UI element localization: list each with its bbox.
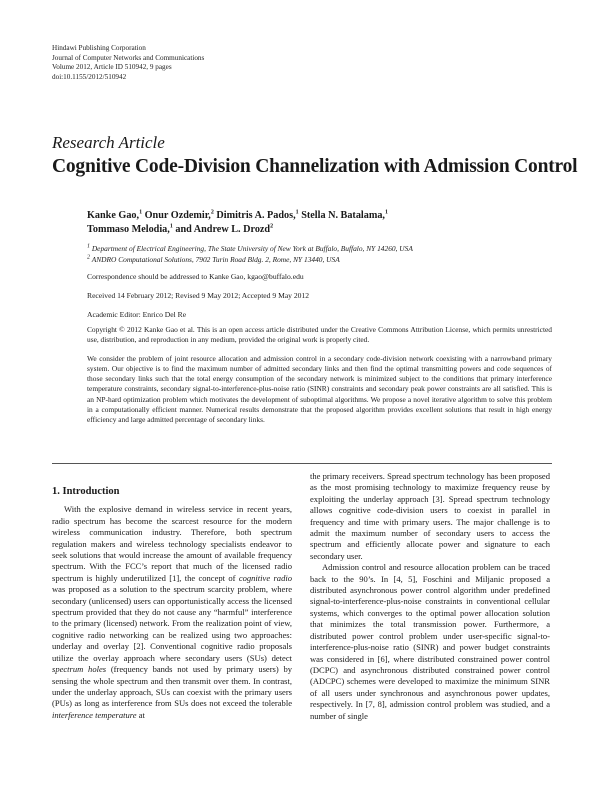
affiliations: [87, 244, 557, 265]
publication-dates: Received 14 February 2012; Revised 9 May 2012; Accepted 9 May 2012: [87, 291, 310, 300]
section-divider: [52, 463, 552, 464]
author-name: Kanke Gao,: [87, 210, 140, 221]
journal-header: [52, 44, 204, 82]
copyright-notice: Copyright © 2012 Kanke Gao et al. This is an open access article distributed under the Creative Commons Attribution License, which permits unrestricted use, distribution, and reproduction in any medium, provided the original work is properly cited.: [87, 325, 552, 345]
paper-title: Cognitive Code-Division Channelization with Admission Control: [52, 156, 578, 177]
right-column: [310, 471, 550, 722]
author-list: [87, 209, 557, 237]
author-name: Tommaso Melodia,: [87, 224, 170, 235]
correspondence: Correspondence should be addressed to Kanke Gao, kgao@buffalo.edu: [87, 272, 304, 281]
journal-name: Journal of Computer Networks and Communications: [52, 53, 205, 62]
author-line-1: [87, 209, 557, 223]
author-affiliation-mark: 1: [384, 209, 388, 216]
author-line-2: [87, 223, 557, 237]
academic-editor: Academic Editor: Enrico Del Re: [87, 310, 187, 319]
doi: doi:10.1155/2012/510942: [52, 72, 127, 81]
left-column: [52, 486, 292, 721]
article-type: Research Article: [52, 133, 165, 152]
author-affiliation-mark: 2: [210, 209, 214, 216]
author-name: Stella N. Batalama,: [298, 210, 385, 221]
affiliation-2: $^2$ ANDRO Computational Solutions, 7902 Turin Road Bldg. 2, Rome, NY 13440, USA: [87, 254, 340, 264]
intro-paragraph-1-continued: the primary receivers. Spread spectrum technology has been proposed as the most promising technology to maximize frequency reuse by exploiting the underlay approach [3]. Spread spectrum technology allows cognitive code-division users to coexist in parallel in frequency and time with primary users. The major challenge is to admit the maximum number of secondary users to access the spectrum and efficiently allocate power and signature to each secondary user.: [310, 471, 550, 561]
author-affiliation-mark: 1: [169, 223, 173, 230]
author-affiliation-mark: 2: [270, 223, 274, 230]
author-name: and Andrew L. Drozd: [172, 224, 271, 235]
intro-paragraph-2: Admission control and resource allocation problem can be traced back to the 90’s. In [4, 5], Foschini and Miljanic proposed a distributed asynchronous power control algorithm under predefined signal-to-interference-plus-noise constraints in conventional cellular systems, which converges to the optimal power allocation solution that minimizes the total transmission power. Furthermore, a distributed power control problem under user-specific signal-to-interference-plus-noise ratio (SINR) and power budget constraints was considered in [6], where distributed constrained power control (DCPC) and asynchronous distributed constrained power control (ADCPC) schemes were developed to maximize the minimum SINR of all users under synchronous and asynchronous power updates, respectively. In [7, 8], admission control problem was studied, and a number of single: [310, 562, 550, 721]
volume-info: Volume 2012, Article ID 510942, 9 pages: [52, 63, 172, 72]
affiliation-1: $^1$ Department of Electrical Engineering, The State University of New York at Buffalo, Buffalo, NY 14260, USA: [87, 243, 413, 253]
section-heading: 1. Introduction: [52, 486, 120, 497]
publisher: Hindawi Publishing Corporation: [52, 44, 146, 52]
abstract: We consider the problem of joint resource allocation and admission control in a secondary code-division network coexisting with a narrowband primary system. Our objective is to find the maximum number of admitted secondary links and then find the optimal transmitting powers and code sequences of those secondary links such that the total energy consumption of the secondary network is minimized subject to the conditions that primary interference temperature constraints, secondary signal-to-interference-plus-noise ratio (SINR) constraints and secondary peak power constraints are all satisfied. This is an NP-hard optimization problem which motivates the development of suboptimal algorithms. We propose a novel iterative algorithm to solve this problem in a computationally efficient manner. Numerical results demonstrate that the proposed algorithm provides excellent solutions that result in high energy efficiency and large admitted percentage of secondary links.: [87, 354, 552, 424]
author-name: Onur Ozdemir,: [142, 210, 211, 221]
author-affiliation-mark: 1: [139, 209, 143, 216]
author-affiliation-mark: 1: [295, 209, 299, 216]
author-name: Dimitris A. Pados,: [213, 210, 296, 221]
intro-paragraph-1: With the explosive demand in wireless service in recent years, radio spectrum has become the scarcest resource for the modern wireless communication industry. Therefore, both spectrum regulation makers and wireless technology specialists endeavor to seek solutions that would increase the amount of available frequency spectrum. With the FCC’s report that much of the licensed radio spectrum is highly underutilized [1], the concept of cognitive radio was proposed as a solution to the spectrum scarcity problem, where secondary (unlicensed) users can opportunistically access the licensed spectrum provided that they do not cause any “harmful” interference to the primary (licensed) network. From the realization point of view, cognitive radio networking can be realized using two approaches: underlay and overlay [2]. Conventional cognitive radio proposals utilize the overlay approach where secondary users (SUs) detect spectrum holes (frequency bands not used by primary users) by sensing the whole spectrum and then transmit over them. In contrast, under the underlay approach, SUs can coexist with the primary users (PUs) as long as interference from SUs does not exceed the tolerable interference temperature at: [52, 504, 292, 720]
